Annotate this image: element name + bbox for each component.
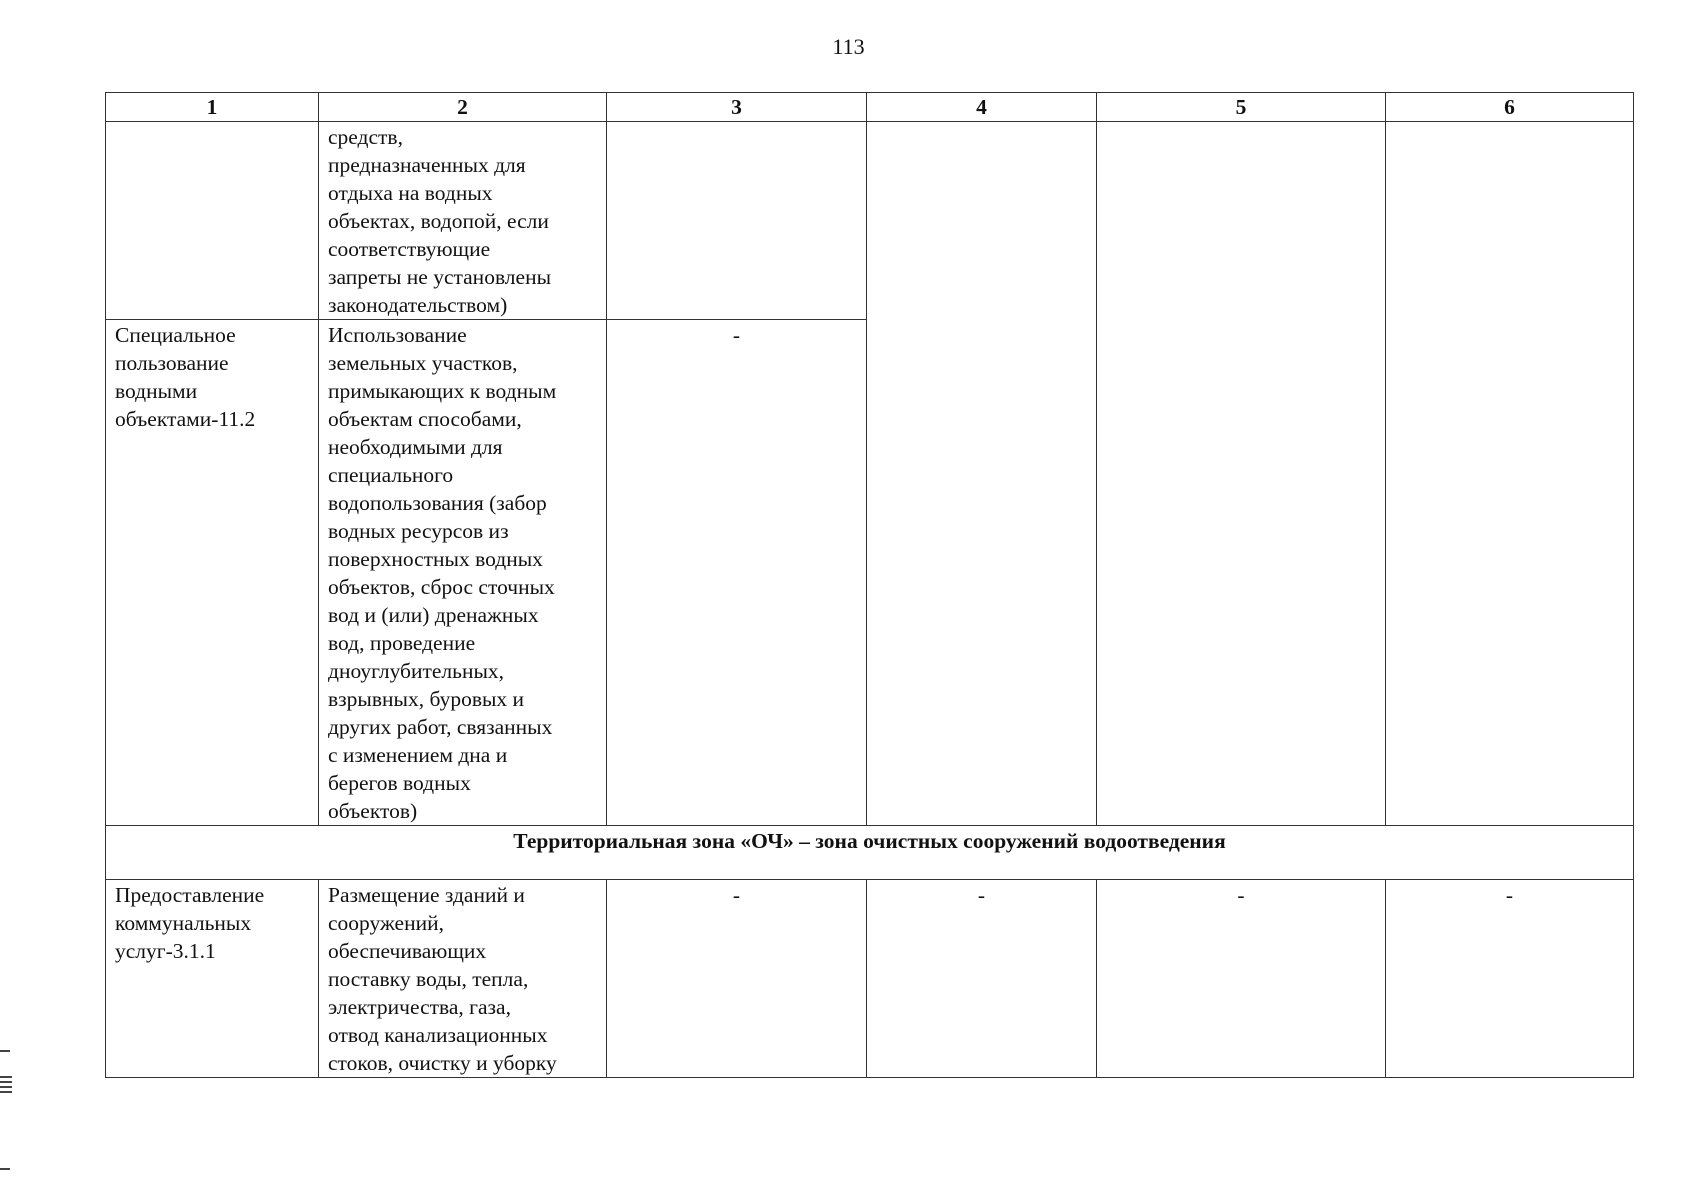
scan-edge-marks	[0, 1050, 14, 1180]
rows1-2-col6-cell	[1386, 122, 1634, 826]
table-header-row	[106, 93, 1634, 122]
column-header-4: 4	[867, 93, 1097, 122]
rows1-2-col5-cell	[1097, 122, 1386, 826]
regulation-table	[105, 92, 1634, 1078]
row2-use-type-cell: Специальное пользование водными объектами-11.2	[106, 320, 319, 826]
row3-use-type-cell: Предоставление коммунальных услуг-3.1.1	[106, 880, 319, 1078]
row3-col5-dash: -	[1097, 880, 1386, 1078]
column-header-5: 5	[1097, 93, 1386, 122]
zone-heading: Территориальная зона «ОЧ» – зона очистных сооружений водоотведения	[106, 826, 1634, 880]
row2-description-cell: Использование земельных участков, примыкающих к водным объектам способами, необходимыми для специального водопользования (забор водных ресурсов из поверхностных водных объектов, сброс сточных вод и (или) дренажных вод, проведение дноуглубительных, взрывных, буровых и других работ, связанных с изменением дна и берегов водных объектов)	[319, 320, 607, 826]
zone-heading-row	[106, 826, 1634, 880]
rows1-2-col4-cell	[867, 122, 1097, 826]
row1-col1-cell	[106, 122, 319, 320]
row1-col3-cell	[607, 122, 867, 320]
row3-col3-dash: -	[607, 880, 867, 1078]
column-header-2: 2	[319, 93, 607, 122]
row3-col6-dash: -	[1386, 880, 1634, 1078]
table-row	[106, 122, 1634, 320]
column-header-1: 1	[106, 93, 319, 122]
column-header-3: 3	[607, 93, 867, 122]
row2-col3-dash: -	[607, 320, 867, 826]
table-row	[106, 880, 1634, 1078]
page-number: 113	[832, 34, 865, 59]
row1-description-cell: средств, предназначенных для отдыха на водных объектах, водопой, если соответствующие запреты не установлены законодательством)	[319, 122, 607, 320]
column-header-6: 6	[1386, 93, 1634, 122]
row3-description-cell: Размещение зданий и сооружений, обеспечивающих поставку воды, тепла, электричества, газа, отвод канализационных стоков, очистку и уборку	[319, 880, 607, 1078]
row3-col4-dash: -	[867, 880, 1097, 1078]
